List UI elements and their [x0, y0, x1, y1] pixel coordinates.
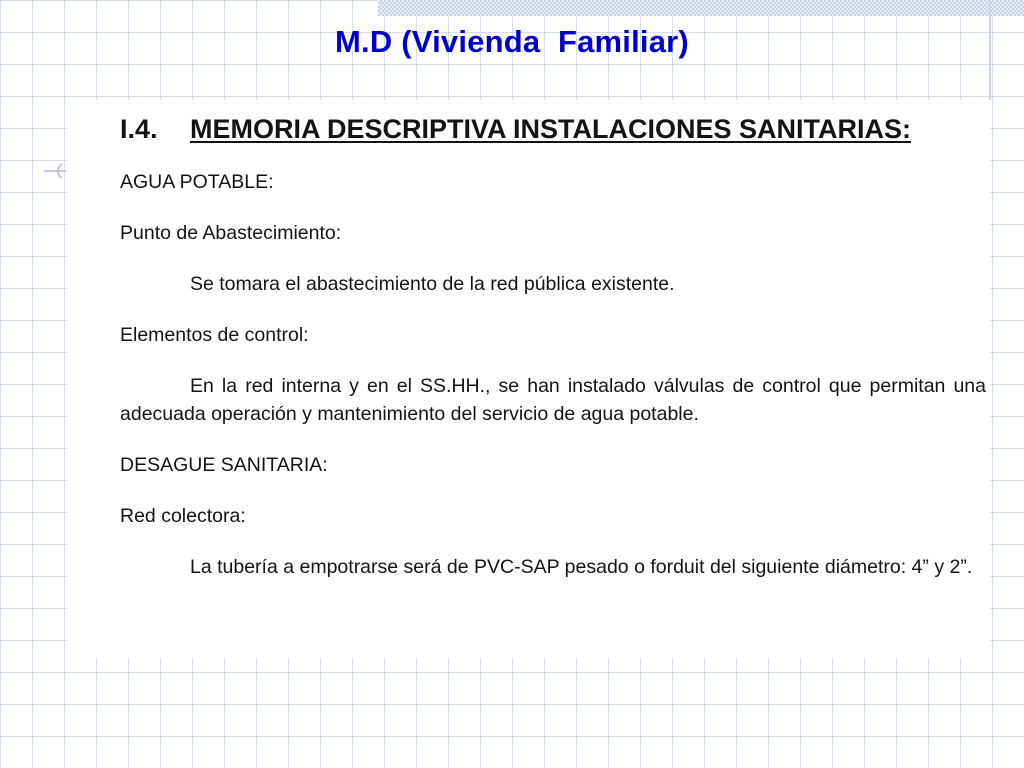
- document-body: [120, 112, 986, 581]
- red-colectora-label: Red colectora:: [120, 505, 246, 527]
- red-colectora-text: La tubería a empotrarse será de PVC-SAP pesado o forduit del siguiente diámetro: 4” y 2”.: [190, 556, 973, 578]
- punto-abastecimiento-label: Punto de Abastecimiento:: [120, 222, 342, 244]
- slide-title: M.D (Vivienda Familiar): [335, 24, 689, 59]
- elementos-control-label: Elementos de control:: [120, 324, 309, 346]
- punto-abastecimiento-text: Se tomara el abastecimiento de la red pública existente.: [190, 273, 675, 295]
- agua-potable-heading: AGUA POTABLE:: [120, 171, 274, 193]
- section-number: I.4.: [120, 114, 158, 144]
- document-scan: [68, 100, 990, 658]
- desague-heading: DESAGUE SANITARIA:: [120, 454, 328, 476]
- bullet-icon: [44, 160, 66, 182]
- section-title: MEMORIA DESCRIPTIVA INSTALACIONES SANITARIAS:: [190, 114, 912, 144]
- elementos-control-text: En la red interna y en el SS.HH., se han instalado válvulas de control que permitan una adecuada operación y mantenimiento del servicio de agua potable.: [120, 375, 986, 425]
- decorative-top-band: [378, 0, 1024, 16]
- section-heading: [120, 112, 986, 146]
